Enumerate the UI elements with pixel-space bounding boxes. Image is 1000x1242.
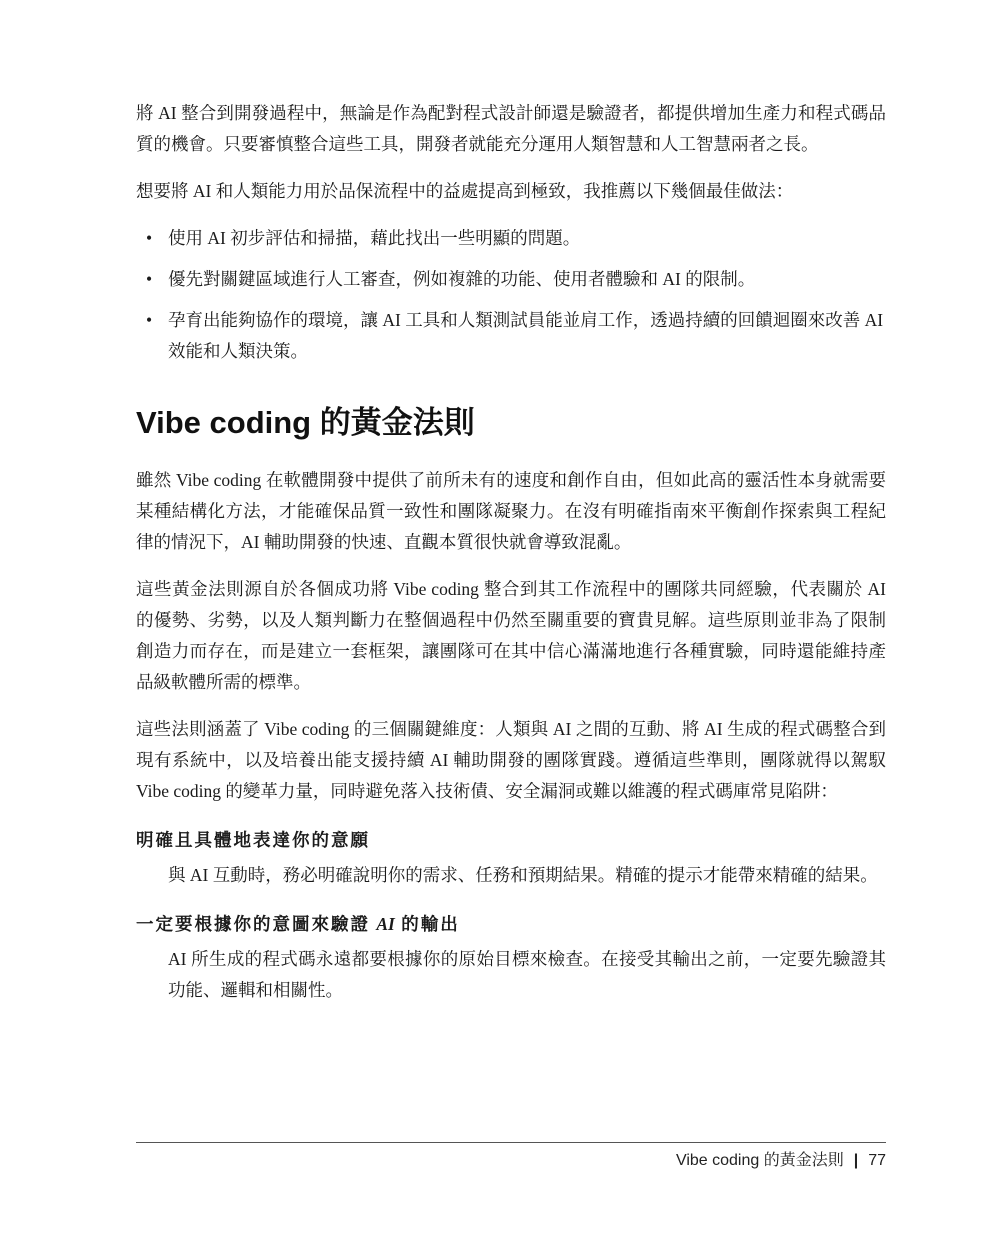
intro-paragraph-2: 想要將 AI 和人類能力用於品保流程中的益處提高到極致，我推薦以下幾個最佳做法： bbox=[136, 181, 794, 201]
rule-term-italic: AI bbox=[376, 914, 395, 934]
bullet-icon: • bbox=[146, 269, 153, 289]
rule-definition: 與 AI 互動時，務必明確說明你的需求、任務和預期結果。精確的提示才能帶來精確的結果。 bbox=[168, 865, 878, 885]
page-number: 77 bbox=[868, 1152, 886, 1169]
rule-term-text: 明確且具體地表達你的意願 bbox=[136, 830, 370, 850]
section-paragraph-3: 這些法則涵蓋了 Vibe coding 的三個關鍵維度：人類與 AI 之間的互動、將 AI 生成的程式碼整合到現有系統中，以及培養出能支援持續 AI 輔助開發的團隊實踐。遵循這些準則，團隊就得以駕馭 Vibe coding 的變革力量，同時避免落入技術債、安全漏洞或難以維護的程式碼庫常見陷阱： bbox=[136, 719, 886, 801]
list-item-text: 使用 AI 初步評估和掃描，藉此找出一些明顯的問題。 bbox=[168, 228, 581, 248]
running-title: Vibe coding 的黃金法則 bbox=[675, 1152, 844, 1169]
list-item bbox=[136, 264, 886, 295]
footer-divider bbox=[136, 1142, 886, 1143]
rule-term-text: 的輸出 bbox=[394, 914, 460, 934]
bullet-icon: • bbox=[146, 310, 153, 330]
bullet-icon: • bbox=[146, 228, 153, 248]
rule-term bbox=[136, 825, 886, 856]
section-paragraph-1: 雖然 Vibe coding 在軟體開發中提供了前所未有的速度和創作自由，但如此高的靈活性本身就需要某種結構化方法，才能確保品質一致性和團隊凝聚力。在沒有明確指南來平衡創作探索與工程紀律的情況下，AI 輔助開發的快速、直觀本質很快就會導致混亂。 bbox=[136, 470, 886, 552]
footer-separator: | bbox=[853, 1152, 859, 1169]
rule-definition: AI 所生成的程式碼永遠都要根據你的原始目標來檢查。在接受其輸出之前，一定要先驗證其功能、邏輯和相關性。 bbox=[168, 949, 886, 1000]
section-paragraph-2: 這些黃金法則源自於各個成功將 Vibe coding 整合到其工作流程中的團隊共同經驗，代表關於 AI 的優勢、劣勢，以及人類判斷力在整個過程中仍然至關重要的寶貴見解。這些原則並非為了限制創造力而存在，而是建立一套框架，讓團隊可在其中信心滿滿地進行各種實驗，同時還能維持產品級軟體所需的標準。 bbox=[136, 579, 886, 692]
page-footer bbox=[676, 1150, 886, 1172]
best-practices-list bbox=[136, 223, 886, 367]
intro-paragraph-1: 將 AI 整合到開發過程中，無論是作為配對程式設計師還是驗證者，都提供增加生產力和程式碼品質的機會。只要審慎整合這些工具，開發者就能充分運用人類智慧和人工智慧兩者之長。 bbox=[136, 103, 886, 154]
page-content bbox=[136, 98, 886, 1020]
list-item bbox=[136, 305, 886, 367]
list-item bbox=[136, 223, 886, 254]
rule-term-text: 一定要根據你的意圖來驗證 bbox=[136, 914, 377, 934]
list-item-text: 孕育出能夠協作的環境，讓 AI 工具和人類測試員能並肩工作，透過持續的回饋迴圈來改善 AI 效能和人類決策。 bbox=[168, 310, 884, 361]
rule-term bbox=[136, 909, 886, 940]
list-item-text: 優先對關鍵區域進行人工審查，例如複雜的功能、使用者體驗和 AI 的限制。 bbox=[168, 269, 756, 289]
section-heading: Vibe coding 的黃金法則 bbox=[136, 405, 475, 440]
